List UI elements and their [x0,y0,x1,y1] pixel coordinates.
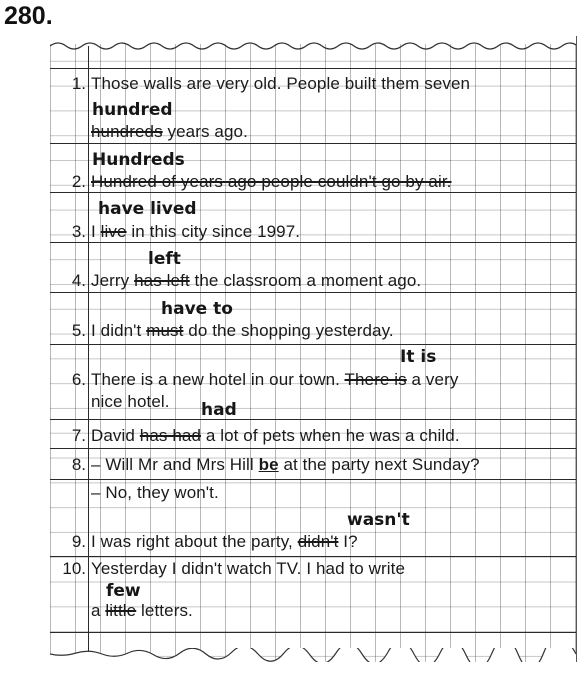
item-divider [50,632,576,633]
correction: had [201,400,237,420]
correction: few [106,581,141,601]
item-divider [50,68,576,69]
item-number: 2. [71,172,86,191]
sentence-text: – Will Mr and Mrs Hill [91,455,259,474]
sentence-line [91,222,300,242]
underlined-word: be [258,455,279,474]
sentence-text: years ago. [162,122,248,141]
struck-word: must [146,321,184,340]
correction: It is [400,347,437,367]
correction: wasn't [347,510,410,530]
margin-line [88,46,89,654]
item-number: 3. [71,222,86,241]
struck-word: Hundred of years ago people couldn't go by air. [91,172,452,191]
sentence-line [91,321,394,341]
item-divider [50,448,576,449]
sentence-text: Jerry [91,271,135,290]
sentence-line [91,370,458,390]
sentence-text: the classroom a moment ago. [189,271,422,290]
item-number: 7. [71,426,86,445]
item-divider [50,192,576,193]
sentence-text: a lot of pets when he was a child. [201,426,460,445]
sentence-line [91,601,193,621]
sentence-text: a [91,601,106,620]
item-divider [50,292,576,293]
item-number: 6. [71,370,86,389]
sentence-line: Yesterday I didn't watch TV. I had to write [91,559,406,578]
struck-word: has left [134,271,190,290]
notebook-sheet [50,36,577,662]
correction: Hundreds [92,150,185,170]
struck-word: didn't [297,532,339,551]
sentence-line [91,426,460,446]
item-divider [50,479,576,480]
item-divider [50,556,576,557]
correction: left [148,249,181,269]
item-number: 9. [71,532,86,551]
sentence-line: Those walls are very old. People built them seven [91,74,471,93]
struck-word: hundreds [91,122,163,141]
sentence-text: I was right about the party, [91,532,298,551]
sentence-text: I [91,222,101,241]
item-divider [50,143,576,144]
sentence-text: I didn't [91,321,147,340]
sentence-line: nice hotel. [91,392,170,411]
item-number: 10. [62,559,86,578]
sentence-text: a very [406,370,459,389]
struck-word: little [105,601,137,620]
item-number: 5. [71,321,86,340]
sentence-text: in this city since 1997. [126,222,301,241]
sentence-line [91,271,421,291]
sentence-text: letters. [136,601,193,620]
item-divider [50,419,576,420]
sentence-line [91,172,451,192]
sentence-text: There is a new hotel in our town. [91,370,345,389]
sentence-line [91,532,358,552]
struck-word: There is [344,370,407,389]
sentence-text: at the party next Sunday? [278,455,480,474]
struck-word: has had [139,426,201,445]
sentence-text: I? [338,532,358,551]
correction: have to [161,299,233,319]
item-number: 8. [71,455,86,474]
sentence-line [91,122,248,142]
sentence-text: David [91,426,140,445]
torn-bottom-edge [50,648,576,662]
item-divider [50,242,576,243]
exercise-number: 280. [4,2,53,30]
sentence-line [91,455,480,475]
correction: have lived [98,199,197,219]
item-divider [50,344,576,345]
sentence-line: – No, they won't. [91,483,219,502]
item-number: 4. [71,271,86,290]
torn-top-edge [50,36,576,50]
correction: hundred [92,100,173,120]
struck-word: live [100,222,127,241]
item-number: 1. [71,74,86,93]
sentence-text: do the shopping yesterday. [183,321,394,340]
